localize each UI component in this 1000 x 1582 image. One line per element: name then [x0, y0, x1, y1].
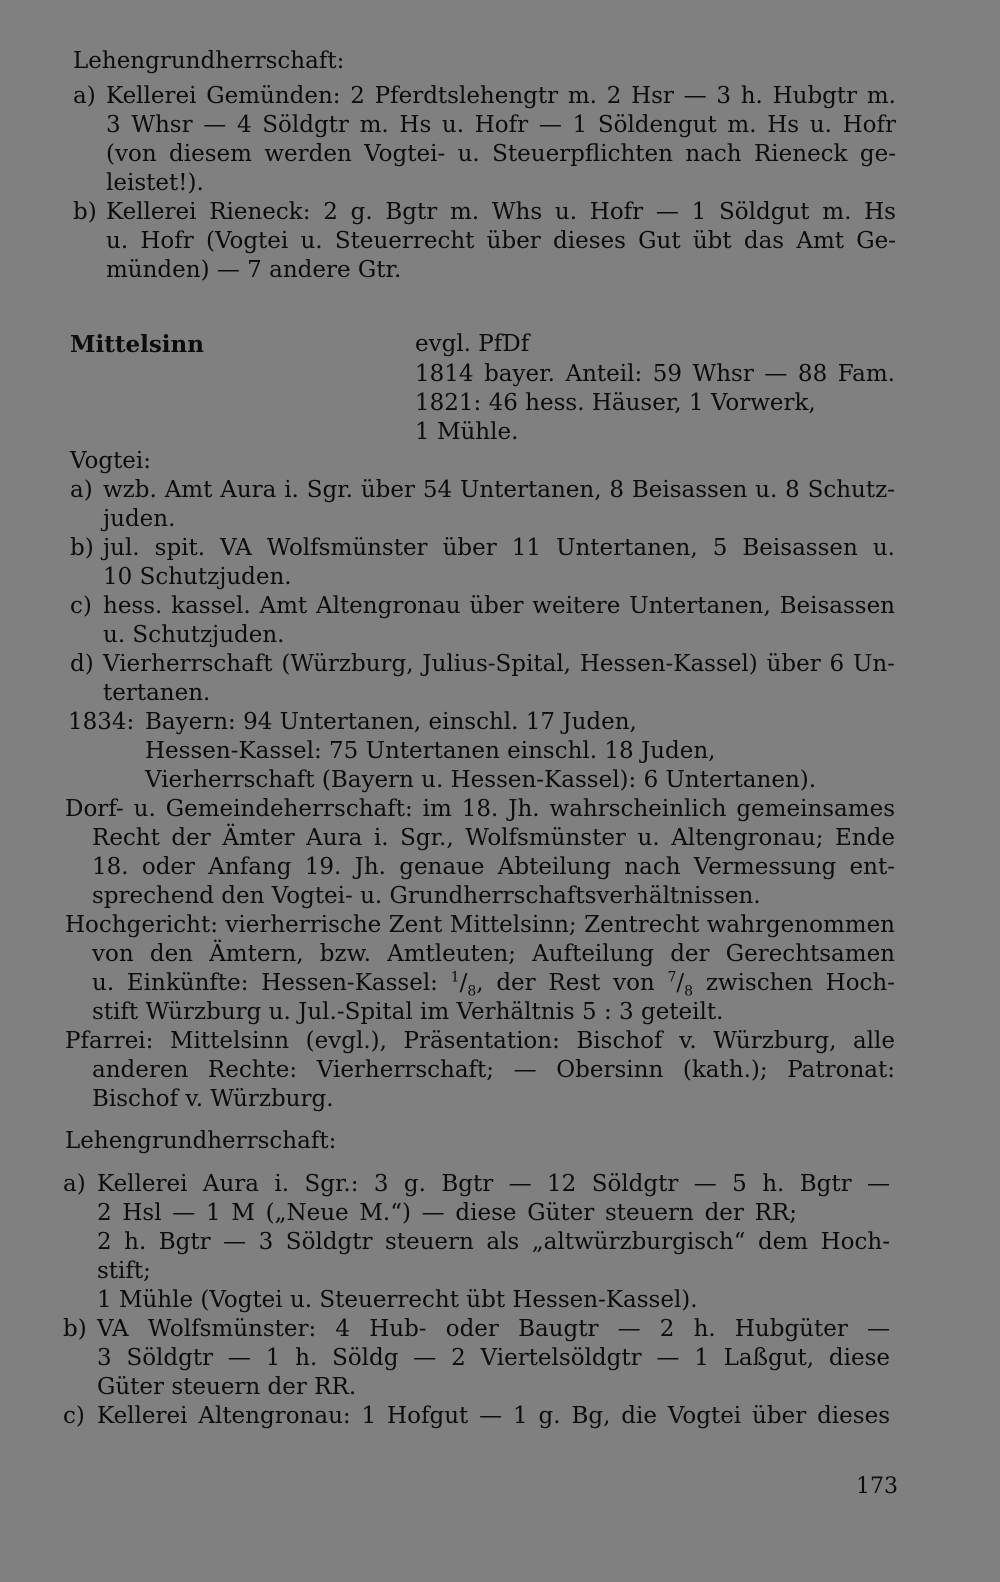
- list-label: b): [73, 199, 97, 225]
- text-line: 2 h. Bgtr — 3 Söldgtr steuern als „altwürzburgisch“ dem Hoch-: [97, 1229, 890, 1255]
- text-line: 1 Mühle (Vogtei u. Steuerrecht übt Hessen-Kassel).: [97, 1287, 698, 1313]
- text-line: u. Schutzjuden.: [103, 622, 285, 648]
- place-info-line: 1 Mühle.: [415, 419, 519, 445]
- text-line: Pfarrei: Mittelsinn (evgl.), Präsentation: Bischof v. Würzburg, alle: [65, 1028, 895, 1054]
- fraction-denominator: 8: [684, 983, 694, 1000]
- text-line: Vierherrschaft (Würzburg, Julius-Spital, Hessen-Kassel) über 6 Un-: [103, 651, 895, 677]
- text-line: Kellerei Aura i. Sgr.: 3 g. Bgtr — 12 Söldgtr — 5 h. Bgtr —: [97, 1171, 890, 1197]
- text-line: 3 Whsr — 4 Söldgtr m. Hs u. Hofr — 1 Söldengut m. Hs u. Hofr: [106, 112, 896, 138]
- text-line: juden.: [103, 506, 176, 532]
- list-label: a): [73, 83, 96, 109]
- list-label: d): [70, 651, 94, 677]
- text-line: stift Würzburg u. Jul.-Spital im Verhältnis 5 : 3 geteilt.: [92, 999, 724, 1025]
- page-number: 173: [856, 1474, 898, 1499]
- text-line: 10 Schutzjuden.: [103, 564, 292, 590]
- text-line: Bayern: 94 Untertanen, einschl. 17 Juden,: [145, 709, 637, 735]
- text-line: Recht der Ämter Aura i. Sgr., Wolfsmünster u. Altengronau; Ende: [92, 825, 895, 851]
- text-line: stift;: [97, 1258, 151, 1284]
- text-line: (von diesem werden Vogtei- u. Steuerpflichten nach Rieneck ge-: [106, 141, 896, 167]
- text-line: von den Ämtern, bzw. Amtleuten; Aufteilung der Gerechtsamen: [92, 941, 895, 967]
- section-heading: Vogtei:: [70, 448, 152, 474]
- list-label: b): [63, 1316, 87, 1342]
- text-line: münden) — 7 andere Gtr.: [106, 257, 402, 283]
- text-fragment: zwischen Hoch-: [693, 970, 896, 996]
- place-name: Mittelsinn: [70, 331, 204, 358]
- text-line: sprechend den Vogtei- u. Grundherrschaftsverhältnissen.: [92, 883, 761, 909]
- list-label: a): [63, 1171, 86, 1197]
- place-info-line: 1814 bayer. Anteil: 59 Whsr — 88 Fam.: [415, 361, 895, 387]
- text-line: Bischof v. Würzburg.: [92, 1086, 334, 1112]
- text-line: Kellerei Altengronau: 1 Hofgut — 1 g. Bg, die Vogtei über dieses: [97, 1403, 890, 1429]
- text-line: Kellerei Rieneck: 2 g. Bgtr m. Whs u. Hofr — 1 Söldgut m. Hs: [106, 199, 896, 225]
- place-info-line: 1821: 46 hess. Häuser, 1 Vorwerk,: [415, 390, 816, 416]
- year-label: 1834:: [68, 709, 135, 735]
- text-line: VA Wolfsmünster: 4 Hub- oder Baugtr — 2 h. Hubgüter —: [97, 1316, 890, 1342]
- text-line: Hessen-Kassel: 75 Untertanen einschl. 18 Juden,: [145, 738, 716, 764]
- text-fragment: u. Einkünfte: Hessen-Kassel:: [92, 970, 451, 996]
- text-line: Dorf- u. Gemeindeherrschaft: im 18. Jh. wahrscheinlich gemeinsames: [65, 796, 895, 822]
- place-info-line: evgl. PfDf: [415, 331, 530, 357]
- text-line: 2 Hsl — 1 M („Neue M.“) — diese Güter steuern der RR;: [97, 1200, 797, 1226]
- fraction-numerator: 7: [667, 969, 677, 986]
- text-line: hess. kassel. Amt Altengronau über weitere Untertanen, Beisassen: [103, 593, 895, 619]
- text-line: leistet!).: [106, 170, 204, 196]
- list-label: a): [70, 477, 93, 503]
- list-label: c): [70, 593, 92, 619]
- text-line: Kellerei Gemünden: 2 Pferdtslehengtr m. 2 Hsr — 3 h. Hubgtr m.: [106, 83, 896, 109]
- text-line: wzb. Amt Aura i. Sgr. über 54 Untertanen, 8 Beisassen u. 8 Schutz-: [103, 477, 895, 503]
- text-line: u. Hofr (Vogtei u. Steuerrecht über dieses Gut übt das Amt Ge-: [106, 228, 896, 254]
- text-line-with-fractions: u. Einkünfte: Hessen-Kassel: $^1/_8$, der Rest von $^7/_8$ zwischen Hoch-: [92, 969, 896, 1000]
- text-line: anderen Rechte: Vierherrschaft; — Obersinn (kath.); Patronat:: [92, 1057, 895, 1083]
- list-label: c): [63, 1403, 85, 1429]
- section-heading: Lehengrundherrschaft:: [73, 48, 345, 74]
- section-heading: Lehengrundherrschaft:: [65, 1128, 337, 1154]
- list-label: b): [70, 535, 94, 561]
- text-line: Hochgericht: vierherrische Zent Mittelsinn; Zentrecht wahrgenommen: [65, 912, 895, 938]
- fraction-denominator: 8: [467, 983, 477, 1000]
- fraction-numerator: 1: [450, 969, 460, 986]
- text-line: Güter steuern der RR.: [97, 1374, 357, 1400]
- text-line: 18. oder Anfang 19. Jh. genaue Abteilung nach Vermessung ent-: [92, 854, 895, 880]
- text-line: Vierherrschaft (Bayern u. Hessen-Kassel): 6 Untertanen).: [145, 767, 817, 793]
- text-fragment: , der Rest von: [476, 970, 668, 996]
- text-line: 3 Söldgtr — 1 h. Söldg — 2 Viertelsöldgtr — 1 Laßgut, diese: [97, 1345, 890, 1371]
- text-line: jul. spit. VA Wolfsmünster über 11 Untertanen, 5 Beisassen u.: [103, 535, 895, 561]
- text-line: tertanen.: [103, 680, 211, 706]
